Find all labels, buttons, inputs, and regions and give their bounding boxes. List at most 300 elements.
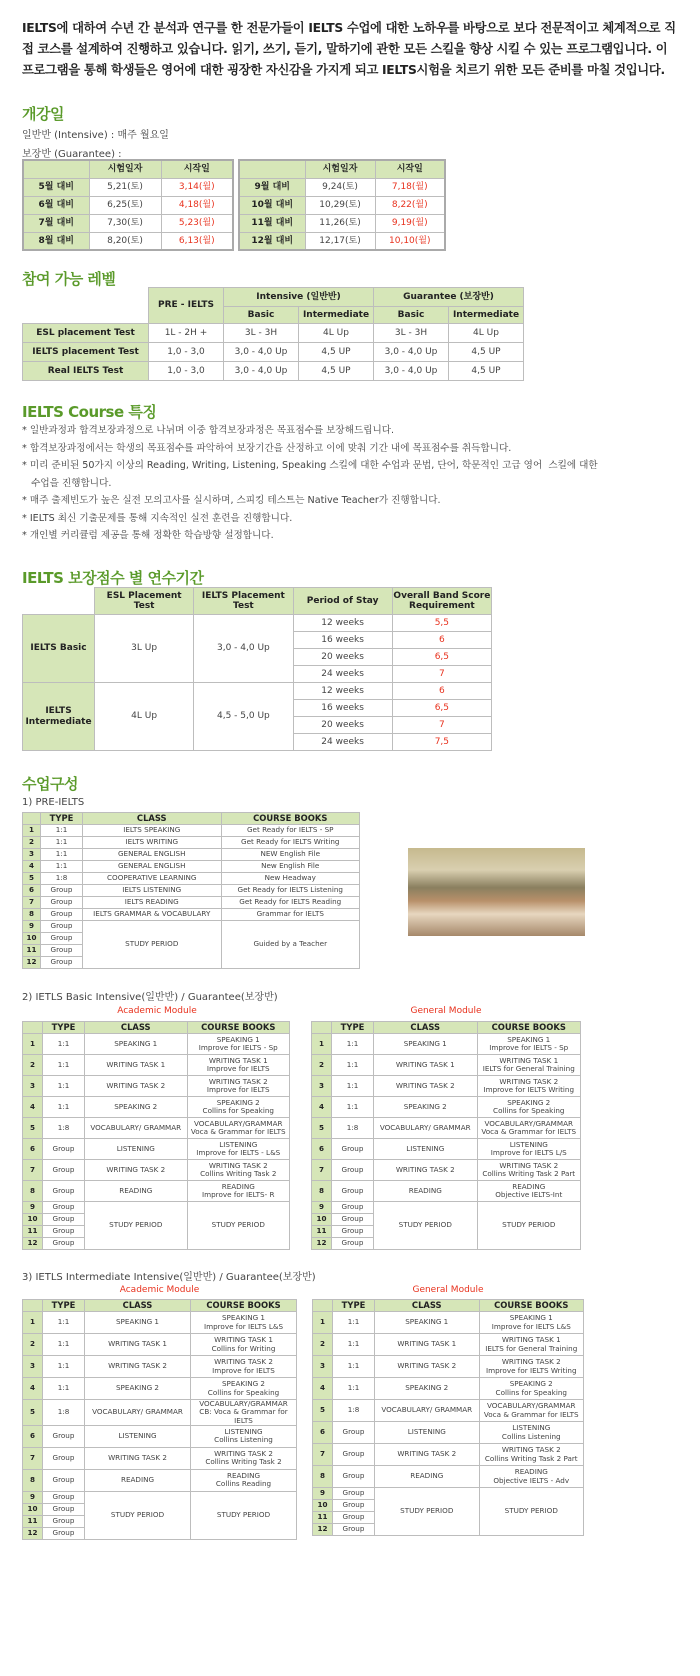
type-cell: 1:1 (41, 849, 83, 861)
table-row (23, 1022, 290, 1034)
table-row (23, 588, 492, 615)
exam-date: 10,29(토) (305, 196, 375, 214)
type-cell: 1:1 (43, 1334, 85, 1356)
type-cell: 1:1 (41, 825, 83, 837)
row-number: 5 (23, 1400, 43, 1426)
table-row (23, 837, 360, 849)
course-book-cell: Get Ready for IELTS Writing (221, 837, 360, 849)
intermediate-label: 3) IETLS Intermediate Intensive(일반반) / Guarantee(보장반) (22, 1272, 316, 1283)
column-header: COURSE BOOKS (479, 1300, 584, 1312)
weeks: 12 weeks (293, 615, 392, 632)
course-book-cell: VOCABULARY/GRAMMAR Voca & Grammar for IELTS (477, 1118, 581, 1139)
type-cell: Group (332, 1139, 374, 1160)
row-number: 5 (312, 1118, 332, 1139)
table-row (23, 873, 360, 885)
row-number: 9 (23, 921, 41, 933)
class-cell: LISTENING (374, 1139, 478, 1160)
row-number: 1 (23, 1312, 43, 1334)
class-cell: IELTS SPEAKING (83, 825, 222, 837)
weeks: 20 weeks (293, 649, 392, 666)
course-book-cell: LISTENING Collins Listening (479, 1422, 584, 1444)
type-cell: Group (333, 1444, 375, 1466)
study-period: STUDY PERIOD (83, 921, 222, 969)
table-row (23, 178, 233, 196)
row-number: 6 (23, 1425, 43, 1447)
course-book-cell: Get Ready for IELTS Reading (221, 897, 360, 909)
course-book-cell: New English File (221, 861, 360, 873)
table-row (23, 1034, 290, 1055)
class-cell: WRITING TASK 1 (85, 1055, 188, 1076)
class-cell: READING (375, 1466, 480, 1488)
type-cell: 1:1 (332, 1055, 374, 1076)
row-number: 3 (312, 1076, 332, 1097)
blank-header (23, 1022, 43, 1034)
course-book-cell: READING Objective IELTS - Adv (479, 1466, 584, 1488)
type-cell: Group (333, 1500, 375, 1512)
course-book-cell: WRITING TASK 1 Collins for Writing (191, 1334, 297, 1356)
class-cell: WRITING TASK 2 (375, 1356, 480, 1378)
weeks: 12 weeks (293, 683, 392, 700)
table-row (312, 1118, 581, 1139)
column-header: COURSE BOOKS (191, 1300, 297, 1312)
start-date: 8,22(월) (375, 196, 445, 214)
band-score: 6 (392, 683, 491, 700)
row-number: 9 (23, 1202, 43, 1214)
table-row (313, 1334, 584, 1356)
table-row (23, 1097, 290, 1118)
type-cell: Group (41, 945, 83, 957)
column-header: 시작일 (161, 160, 233, 178)
row-number: 2 (23, 837, 41, 849)
course-book-cell: WRITING TASK 2 Collins Writing Task 2 Part (477, 1160, 581, 1181)
class-cell: IELTS READING (83, 897, 222, 909)
row-number: 10 (23, 1214, 43, 1226)
levels-table (22, 287, 524, 381)
row-number: 2 (313, 1334, 333, 1356)
column-header: TYPE (41, 813, 83, 825)
feature-item: * IELTS 최신 기출문제를 통해 지속적인 실전 훈련을 진행합니다. (22, 512, 293, 524)
class-cell: SPEAKING 1 (375, 1312, 480, 1334)
class-cell: SPEAKING 2 (85, 1378, 191, 1400)
column-header: CLASS (374, 1022, 478, 1034)
table-row (23, 615, 492, 632)
course-book-cell: Get Ready for IELTS - SP (221, 825, 360, 837)
course-book-cell: WRITING TASK 2 Collins Writing Task 2 (191, 1447, 297, 1469)
column-header: TYPE (43, 1022, 85, 1034)
inter-academic-table (22, 1299, 297, 1540)
table-row (313, 1300, 584, 1312)
type-cell: 1:1 (332, 1034, 374, 1055)
course-book-cell: READING Objective IELTS-Int (477, 1181, 581, 1202)
row-number: 1 (23, 825, 41, 837)
level-value: 3,0 - 4,0 Up (224, 343, 299, 362)
row-number: 5 (313, 1400, 333, 1422)
basic-academic-label: Academic Module (117, 1006, 197, 1016)
row-number: 5 (23, 1118, 43, 1139)
row-number: 7 (312, 1160, 332, 1181)
table-row (23, 1400, 297, 1426)
study-period: STUDY PERIOD (374, 1202, 478, 1250)
class-cell: WRITING TASK 2 (85, 1356, 191, 1378)
row-number: 8 (23, 1181, 43, 1202)
class-cell: WRITING TASK 1 (375, 1334, 480, 1356)
table-row (313, 1466, 584, 1488)
level-value: 4,5 UP (299, 343, 374, 362)
type-cell: Group (43, 1515, 85, 1527)
table-row (23, 1076, 290, 1097)
type-cell: Group (332, 1238, 374, 1250)
basic-academic-table (22, 1021, 290, 1250)
level-group: IELTS Intermediate (23, 683, 95, 751)
table-row (23, 1055, 290, 1076)
course-book-cell: LISTENING Collins Listening (191, 1425, 297, 1447)
month-label: 7월 대비 (23, 214, 89, 232)
type-cell: Group (41, 957, 83, 969)
tail-book: STUDY PERIOD (191, 1491, 297, 1539)
row-number: 3 (23, 1356, 43, 1378)
study-period: STUDY PERIOD (85, 1491, 191, 1539)
table-row (23, 861, 360, 873)
table-row (23, 1334, 297, 1356)
course-book-cell: WRITING TASK 2 Improve for IELTS (191, 1356, 297, 1378)
table-row (23, 921, 360, 933)
opening-title: 개강일 (22, 105, 64, 123)
esl-header: ESL Placement Test (95, 588, 194, 615)
table-row (313, 1378, 584, 1400)
type-cell: Group (43, 1527, 85, 1539)
type-cell: 1:1 (43, 1312, 85, 1334)
inter-academic-label: Academic Module (119, 1285, 200, 1295)
features-list (22, 422, 682, 545)
row-number: 3 (23, 849, 41, 861)
type-cell: Group (41, 921, 83, 933)
row-number: 7 (23, 1447, 43, 1469)
start-date: 10,10(월) (375, 232, 445, 250)
class-cell: WRITING TASK 1 (85, 1334, 191, 1356)
course-book-cell: WRITING TASK 1 IELTS for General Training (479, 1334, 584, 1356)
row-number: 2 (23, 1334, 43, 1356)
esl-value: 3L Up (95, 615, 194, 683)
inter-general-label: General Module (412, 1285, 484, 1295)
type-cell: Group (43, 1469, 85, 1491)
pre-ielts-table (22, 812, 360, 969)
tail-book: STUDY PERIOD (187, 1202, 290, 1250)
row-number: 4 (23, 861, 41, 873)
table-row (23, 1425, 297, 1447)
type-cell: 1:8 (332, 1118, 374, 1139)
table-row (312, 1034, 581, 1055)
band-score: 6,5 (392, 700, 491, 717)
row-number: 4 (312, 1097, 332, 1118)
row-number: 11 (23, 1515, 43, 1527)
tail-book: STUDY PERIOD (479, 1488, 584, 1536)
class-cell: WRITING TASK 2 (374, 1160, 478, 1181)
course-book-cell: SPEAKING 1 Improve for IELTS - Sp (477, 1034, 581, 1055)
row-number: 6 (23, 885, 41, 897)
table-row (23, 1160, 290, 1181)
exam-date: 5,21(토) (89, 178, 161, 196)
start-date: 5,23(월) (161, 214, 233, 232)
course-book-cell: WRITING TASK 2 Improve for IELTS Writing (479, 1356, 584, 1378)
type-cell: Group (332, 1214, 374, 1226)
class-cell: GENERAL ENGLISH (83, 849, 222, 861)
table-row (23, 1300, 297, 1312)
type-cell: Group (43, 1214, 85, 1226)
pre-ielts-label: 1) PRE-IELTS (22, 797, 85, 808)
type-cell: Group (43, 1447, 85, 1469)
row-number: 8 (312, 1181, 332, 1202)
tail-book: Guided by a Teacher (221, 921, 360, 969)
classroom-photo (408, 848, 585, 936)
row-number: 11 (313, 1512, 333, 1524)
class-cell: READING (85, 1181, 188, 1202)
type-cell: 1:1 (333, 1334, 375, 1356)
row-number: 6 (23, 1139, 43, 1160)
course-book-cell: WRITING TASK 1 Improve for IELTS (187, 1055, 290, 1076)
class-cell: LISTENING (375, 1422, 480, 1444)
table-row (23, 214, 233, 232)
row-number: 12 (313, 1524, 333, 1536)
row-number: 8 (23, 1469, 43, 1491)
intensive-schedule: 일반반 (Intensive) : 매주 월요일 (22, 130, 169, 141)
intensive-header: Intensive (일반반) (224, 288, 374, 307)
start-date: 3,14(월) (161, 178, 233, 196)
class-cell: WRITING TASK 1 (374, 1055, 478, 1076)
table-row (313, 1312, 584, 1334)
band-score: 5,5 (392, 615, 491, 632)
column-header: TYPE (332, 1022, 374, 1034)
course-book-cell: LISTENING Improve for IELTS - L&S (187, 1139, 290, 1160)
level-value: 1L - 2H + (149, 324, 224, 343)
classes-title: 수업구성 (22, 775, 78, 793)
band-score: 7 (392, 717, 491, 734)
exam-date: 11,26(토) (305, 214, 375, 232)
intro-text: IELTS에 대하여 수년 간 분석과 연구를 한 전문가들이 IELTS 수업에 대한 노하우를 바탕으로 보다 전문적이고 체계적으로 직접 코스를 설계하여 진행하고 있습니다. 읽기, 쓰기, 듣기, 말하기에 관한 모든 스킬을 향상 시킬 수 있는 프로그램입니다. 이 프로그램을 통해 학생들은 영어에 대한 굉장한 자신감을 가지게 되고 IELTS시험을 치르기 위한 모든 준비를 마칠 것입니다. (22, 21, 676, 77)
study-period: STUDY PERIOD (375, 1488, 480, 1536)
type-cell: Group (41, 933, 83, 945)
test-label: Real IELTS Test (23, 362, 149, 381)
levels-title: 참여 가능 레벨 (22, 270, 116, 288)
features-title: IELTS Course 특징 (22, 403, 157, 421)
table-row (23, 1118, 290, 1139)
type-cell: Group (333, 1512, 375, 1524)
table-row (23, 1181, 290, 1202)
row-number: 4 (23, 1378, 43, 1400)
type-cell: Group (43, 1160, 85, 1181)
course-book-cell: WRITING TASK 2 Collins Writing Task 2 (187, 1160, 290, 1181)
row-number: 10 (23, 1503, 43, 1515)
table-row (312, 1139, 581, 1160)
type-cell: 1:1 (43, 1034, 85, 1055)
class-cell: IELTS GRAMMAR & VOCABULARY (83, 909, 222, 921)
class-cell: GENERAL ENGLISH (83, 861, 222, 873)
row-number: 12 (23, 1527, 43, 1539)
class-cell: READING (85, 1469, 191, 1491)
type-cell: 1:1 (43, 1097, 85, 1118)
type-cell: Group (43, 1139, 85, 1160)
table-row (239, 232, 445, 250)
band-score: 6,5 (392, 649, 491, 666)
class-cell: SPEAKING 1 (374, 1034, 478, 1055)
type-cell: 1:1 (332, 1076, 374, 1097)
row-number: 12 (23, 957, 41, 969)
table-row (239, 196, 445, 214)
class-cell: SPEAKING 2 (85, 1097, 188, 1118)
month-label: 12월 대비 (239, 232, 305, 250)
level-group: IELTS Basic (23, 615, 95, 683)
blank-header (23, 813, 41, 825)
type-cell: Group (43, 1181, 85, 1202)
period-table (22, 587, 492, 751)
type-cell: Group (332, 1226, 374, 1238)
level-value: 3,0 - 4,0 Up (374, 362, 449, 381)
intermediate-header: Intermediate (299, 307, 374, 324)
row-number: 8 (23, 909, 41, 921)
feature-item: * 개인별 커리큘럼 제공을 통해 정확한 학습방향 설정합니다. (22, 530, 274, 541)
row-number: 7 (23, 897, 41, 909)
row-number: 12 (312, 1238, 332, 1250)
table-row (312, 1160, 581, 1181)
table-row (23, 324, 524, 343)
class-cell: VOCABULARY/ GRAMMAR (374, 1118, 478, 1139)
course-book-cell: Get Ready for IELTS Listening (221, 885, 360, 897)
table-row (239, 214, 445, 232)
month-label: 6월 대비 (23, 196, 89, 214)
row-number: 4 (313, 1378, 333, 1400)
basic-general-table (311, 1021, 581, 1250)
table-row (312, 1076, 581, 1097)
blank-header (312, 1022, 332, 1034)
column-header: CLASS (85, 1022, 188, 1034)
table-row (23, 196, 233, 214)
column-header: CLASS (375, 1300, 480, 1312)
exam-date: 7,30(토) (89, 214, 161, 232)
row-number: 10 (23, 933, 41, 945)
course-book-cell: SPEAKING 1 Improve for IELTS - Sp (187, 1034, 290, 1055)
table-row (23, 362, 524, 381)
level-value: 4L Up (299, 324, 374, 343)
study-period: STUDY PERIOD (85, 1202, 188, 1250)
row-number: 7 (23, 1160, 43, 1181)
type-cell: 1:8 (333, 1400, 375, 1422)
class-cell: VOCABULARY/ GRAMMAR (85, 1400, 191, 1426)
blank-corner (23, 288, 149, 324)
type-cell: Group (43, 1226, 85, 1238)
course-book-cell: Grammar for IELTS (221, 909, 360, 921)
table-row (313, 1356, 584, 1378)
type-cell: Group (332, 1181, 374, 1202)
class-cell: SPEAKING 2 (374, 1097, 478, 1118)
class-cell: IELTS LISTENING (83, 885, 222, 897)
start-date: 6,13(월) (161, 232, 233, 250)
column-header: CLASS (85, 1300, 191, 1312)
weeks: 20 weeks (293, 717, 392, 734)
course-book-cell: LISTENING Improve for IELTS L/S (477, 1139, 581, 1160)
row-number: 10 (312, 1214, 332, 1226)
table-row (23, 1139, 290, 1160)
feature-item: * 일반과정과 합격보장과정으로 나뉘며 이중 합격보장과정은 목표점수를 보장해드립니다. (22, 425, 395, 436)
course-book-cell: SPEAKING 2 Collins for Speaking (479, 1378, 584, 1400)
level-value: 3,0 - 4,0 Up (224, 362, 299, 381)
type-cell: Group (43, 1202, 85, 1214)
level-value: 4L Up (449, 324, 524, 343)
row-number: 3 (23, 1076, 43, 1097)
class-cell: SPEAKING 2 (375, 1378, 480, 1400)
blank-header (23, 160, 89, 178)
start-date: 4,18(월) (161, 196, 233, 214)
feature-item: * 합격보장과정에서는 학생의 목표점수를 파악하여 보장기간을 산정하고 이에 맞춰 기간 내에 목표점수를 취득합니다. (22, 442, 512, 454)
pre-ielts-header: PRE - IELTS (149, 288, 224, 324)
table-row (23, 1202, 290, 1214)
type-cell: Group (333, 1466, 375, 1488)
type-cell: Group (333, 1488, 375, 1500)
table-row (23, 909, 360, 921)
level-value: 3,0 - 4,0 Up (374, 343, 449, 362)
type-cell: Group (41, 909, 83, 921)
row-number: 11 (312, 1226, 332, 1238)
table-row (312, 1022, 581, 1034)
course-book-cell: WRITING TASK 1 IELTS for General Training (477, 1055, 581, 1076)
table-row (23, 1491, 297, 1503)
level-value: 4,5 UP (299, 362, 374, 381)
guarantee-label: 보장반 (Guarantee) : (22, 149, 122, 160)
column-header: 시험일자 (305, 160, 375, 178)
exam-date: 6,25(토) (89, 196, 161, 214)
type-cell: Group (41, 885, 83, 897)
row-number: 11 (23, 945, 41, 957)
row-number: 2 (312, 1055, 332, 1076)
table-row (313, 1444, 584, 1466)
basic-header: Basic (224, 307, 299, 324)
start-date: 7,18(월) (375, 178, 445, 196)
class-cell: WRITING TASK 2 (374, 1076, 478, 1097)
feature-item: * 미리 준비된 50가지 이상의 Reading, Writing, Listening, Speaking 스킬에 대한 수업과 문법, 단어, 학문적인 고급 영어 스킬에 대한 (22, 460, 598, 471)
course-book-cell: VOCABULARY/GRAMMAR CB: Voca & Grammar for IELTS (191, 1400, 297, 1426)
course-book-cell: READING Collins Reading (191, 1469, 297, 1491)
type-cell: 1:1 (43, 1055, 85, 1076)
row-number: 8 (313, 1466, 333, 1488)
course-book-cell: SPEAKING 2 Collins for Speaking (187, 1097, 290, 1118)
type-cell: Group (43, 1503, 85, 1515)
band-header: Overall Band Score Requirement (392, 588, 491, 615)
row-number: 9 (313, 1488, 333, 1500)
weeks: 16 weeks (293, 700, 392, 717)
exam-date: 9,24(토) (305, 178, 375, 196)
class-cell: VOCABULARY/ GRAMMAR (375, 1400, 480, 1422)
month-label: 10월 대비 (239, 196, 305, 214)
basic-header: Basic (374, 307, 449, 324)
table-row (23, 849, 360, 861)
type-cell: 1:1 (43, 1378, 85, 1400)
type-cell: 1:1 (41, 861, 83, 873)
level-value: 4,5 UP (449, 362, 524, 381)
course-book-cell: SPEAKING 1 Improve for IELTS L&S (191, 1312, 297, 1334)
table-row (23, 160, 233, 178)
intermediate-header: Intermediate (449, 307, 524, 324)
blank-header (239, 160, 305, 178)
class-cell: LISTENING (85, 1139, 188, 1160)
column-header: CLASS (83, 813, 222, 825)
table-row (23, 1312, 297, 1334)
weeks: 24 weeks (293, 666, 392, 683)
basic-label: 2) IETLS Basic Intensive(일반반) / Guarantee(보장반) (22, 992, 278, 1003)
inter-general-table (312, 1299, 584, 1536)
level-value: 1,0 - 3,0 (149, 362, 224, 381)
test-label: ESL placement Test (23, 324, 149, 343)
exam-date: 8,20(토) (89, 232, 161, 250)
weeks: 16 weeks (293, 632, 392, 649)
table-row (312, 1202, 581, 1214)
